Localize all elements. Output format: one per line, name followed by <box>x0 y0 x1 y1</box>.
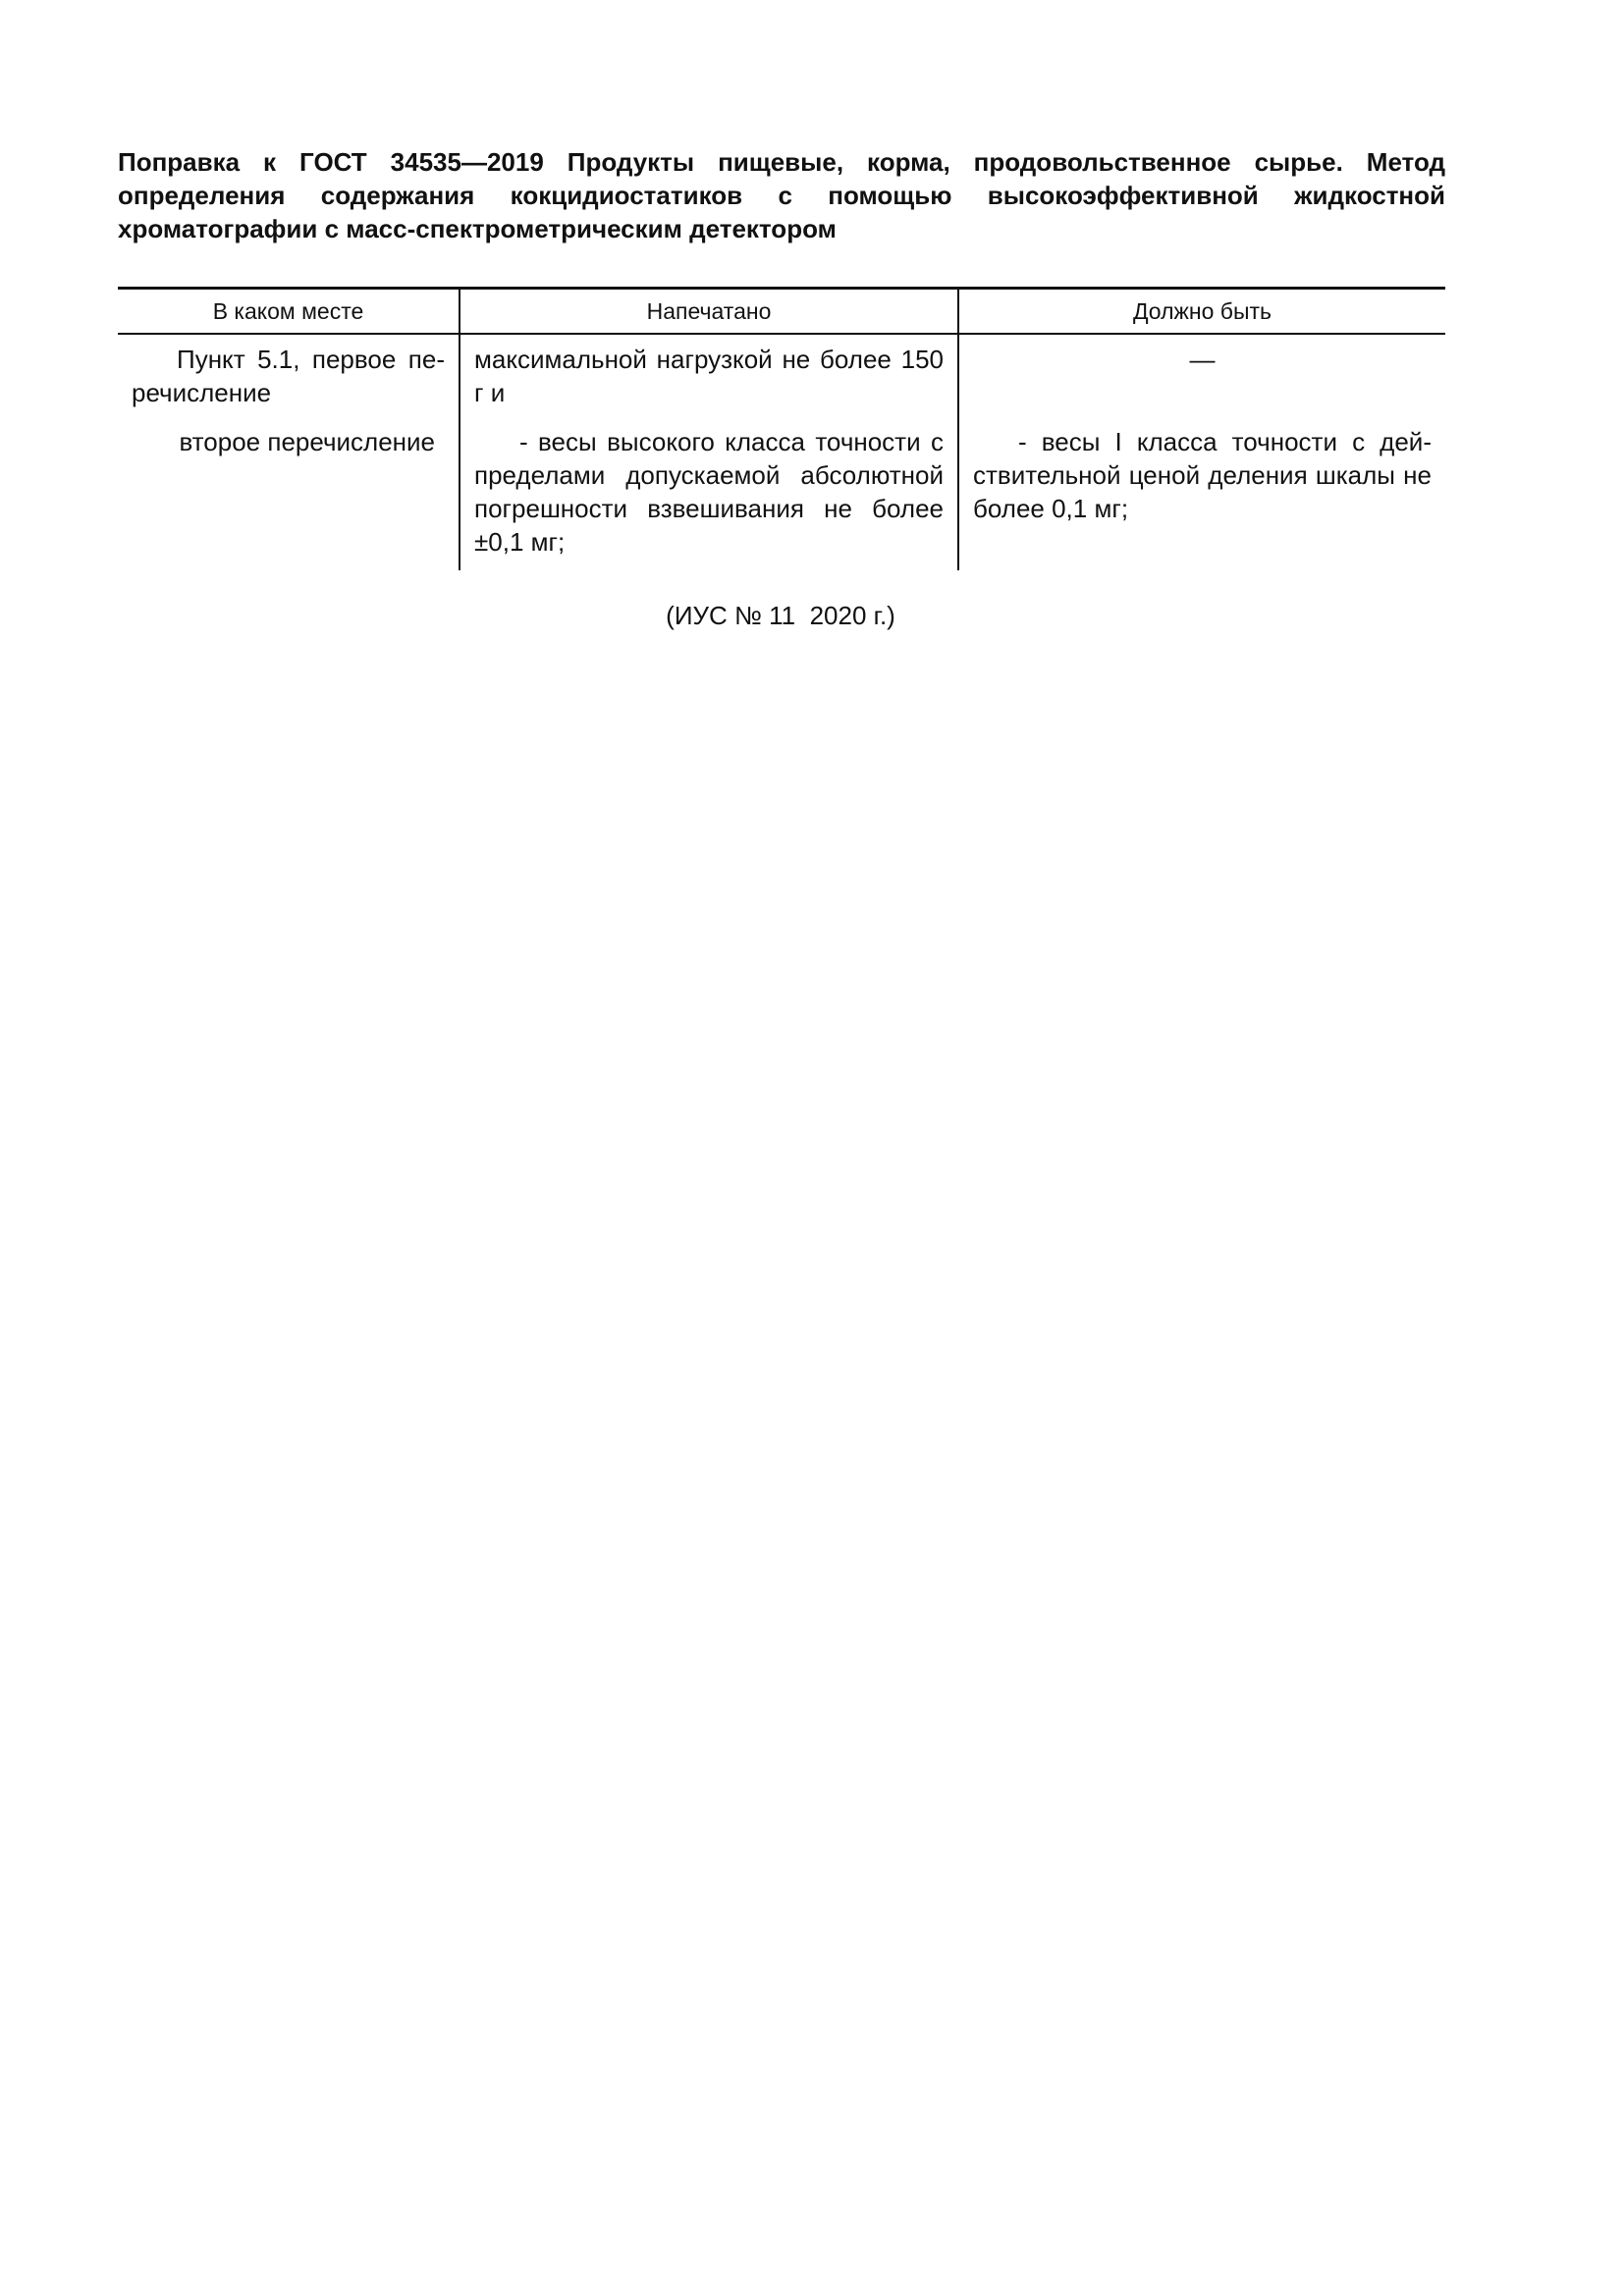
table-header-row <box>118 289 1445 335</box>
cell-place: второе перечисление <box>179 427 435 456</box>
header-place: В каком месте <box>212 297 364 324</box>
cell-should-be: — <box>958 334 1445 425</box>
cell-place: Пункт 5.1, первое перечисление <box>132 345 445 407</box>
cell-should-be: - весы I класса точности с действительной ценой деления шкалы не более 0,1 мг; <box>958 425 1445 570</box>
header-printed: Напечатано <box>460 289 958 335</box>
corrections-table <box>118 287 1445 570</box>
amendment-title: Поправка к ГОСТ 34535—2019 Продукты пищевые, корма, продовольственное сырье. Метод определения содержания кокцидиостатиков с помощью высокоэффективной жидкостной хроматографии с масс-спектрометрическим детектором <box>118 147 1445 243</box>
cell-printed: - весы высокого класса точности с пределами допускаемой абсолютной погрешности взвешивания не более ±0,1 мг; <box>460 425 958 570</box>
cell-printed: максимальной нагрузкой не более 150 г и <box>460 334 958 425</box>
source-reference: (ИУС № 11 2020 г.) <box>666 601 895 630</box>
header-should-be: Должно быть <box>958 289 1445 335</box>
table-row <box>118 425 1445 570</box>
table-row <box>118 334 1445 425</box>
